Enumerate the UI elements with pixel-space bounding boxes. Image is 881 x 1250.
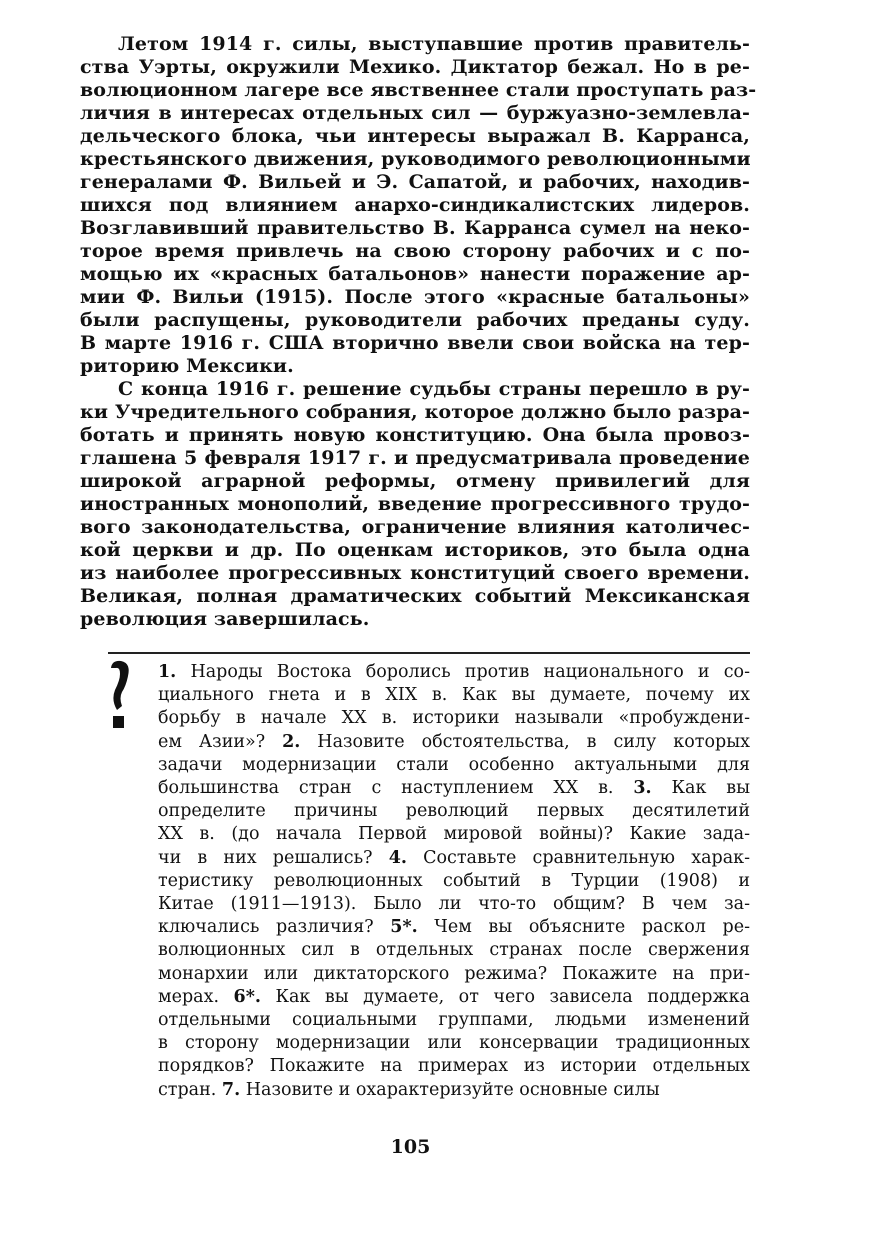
text-line: торое время привлечь на свою сторону рабочих и с по- <box>80 240 750 262</box>
text-line: Великая, полная драматических событий Мексиканская <box>80 585 750 607</box>
text-line: волюционных сил в отдельных странах после свержения <box>158 940 750 961</box>
text-line: в сторону модернизации или консервации традиционных <box>158 1033 750 1054</box>
text-line: мощью их «красных батальонов» нанести поражение ар- <box>80 263 750 285</box>
text-line: В марте 1916 г. США вторично ввели свои войска на тер- <box>80 332 750 354</box>
text-line: борьбу в начале XX в. историки называли «пробуждени- <box>158 708 750 729</box>
text-line: большинства стран с наступлением XX в. 3. Как вы <box>158 778 750 799</box>
text-line: задачи модернизации стали особенно актуальными для <box>158 754 750 775</box>
text-line: были распущены, руководители рабочих преданы суду. <box>80 309 750 331</box>
text-line: Летом 1914 г. силы, выступавшие против правитель- <box>118 33 750 55</box>
text-line: мерах. 6*. Как вы думаете, от чего зависела поддержка <box>158 986 750 1007</box>
text-line: кой церкви и др. По оценкам историков, это была одна <box>80 539 750 561</box>
review-questions <box>158 661 750 1102</box>
text-line: теристику революционных событий в Турции (1908) и <box>158 870 750 891</box>
text-line: ботать и принять новую конституцию. Она была провоз- <box>80 424 750 446</box>
text-line: мии Ф. Вильи (1915). После этого «красные батальоны» <box>80 286 750 308</box>
main-text <box>80 33 757 631</box>
paragraph-2 <box>80 378 750 631</box>
paragraph-1 <box>80 33 757 378</box>
text-line: ем Азии»? 2. Назовите обстоятельства, в силу которых <box>158 731 750 752</box>
section-divider <box>108 652 750 654</box>
text-line: порядков? Покажите на примерах из истории отдельных <box>158 1056 750 1077</box>
text-line: риторию Мексики. <box>80 355 294 377</box>
text-line: широкой аграрной реформы, отмену привилегий для <box>80 470 750 492</box>
text-line: 1. Народы Востока боролись против национального и со- <box>158 662 750 682</box>
text-line: крестьянского движения, руководимого революционными <box>80 148 751 170</box>
text-line: генералами Ф. Вильей и Э. Сапатой, и рабочих, находив- <box>80 171 750 193</box>
text-line: иностранных монополий, введение прогрессивного трудо- <box>80 493 750 515</box>
text-line: стран. 7. Назовите и охарактеризуйте основные силы <box>158 1079 660 1100</box>
text-line: дельческого блока, чьи интересы выражал В. Карранса, <box>80 125 750 147</box>
text-line: волюционном лагере все явственнее стали проступать раз- <box>80 79 757 101</box>
text-line: С конца 1916 г. решение судьбы страны перешло в ру- <box>118 378 750 400</box>
text-line: из наиболее прогрессивных конституций своего времени. <box>80 562 750 584</box>
text-line: определите причины революций первых десятилетий <box>158 801 750 822</box>
text-line: личия в интересах отдельных сил — буржуазно-землевла- <box>80 102 750 124</box>
text-line: отдельными социальными группами, людьми изменений <box>158 1010 750 1031</box>
text-line: ключались различия? 5*. Чем вы объясните раскол ре- <box>158 917 750 938</box>
text-line: революция завершилась. <box>80 608 370 630</box>
text-line: ства Уэрты, окружили Мехико. Диктатор бежал. Но в ре- <box>80 56 750 78</box>
text-line: Возглавивший правительство В. Карранса сумел на неко- <box>80 217 750 239</box>
page-number: 105 <box>390 1136 431 1158</box>
text-line: шихся под влиянием анархо-синдикалистских лидеров. <box>80 194 750 216</box>
text-line: циального гнета и в XIX в. Как вы думаете, почему их <box>158 685 750 706</box>
text-line: ки Учредительного собрания, которое должно было разра- <box>80 401 750 423</box>
text-line: Китае (1911—1913). Было ли что-то общим? В чем за- <box>158 894 750 915</box>
text-line: вого законодательства, ограничение влияния католичес- <box>80 516 750 538</box>
text-line: чи в них решались? 4. Составьте сравнительную харак- <box>158 847 750 868</box>
text-line: глашена 5 февраля 1917 г. и предусматривала проведение <box>80 447 750 469</box>
text-line: монархии или диктаторского режима? Покажите на при- <box>158 963 750 984</box>
question-mark-icon <box>108 660 132 740</box>
text-line: XX в. (до начала Первой мировой войны)? Какие зада- <box>158 824 750 845</box>
